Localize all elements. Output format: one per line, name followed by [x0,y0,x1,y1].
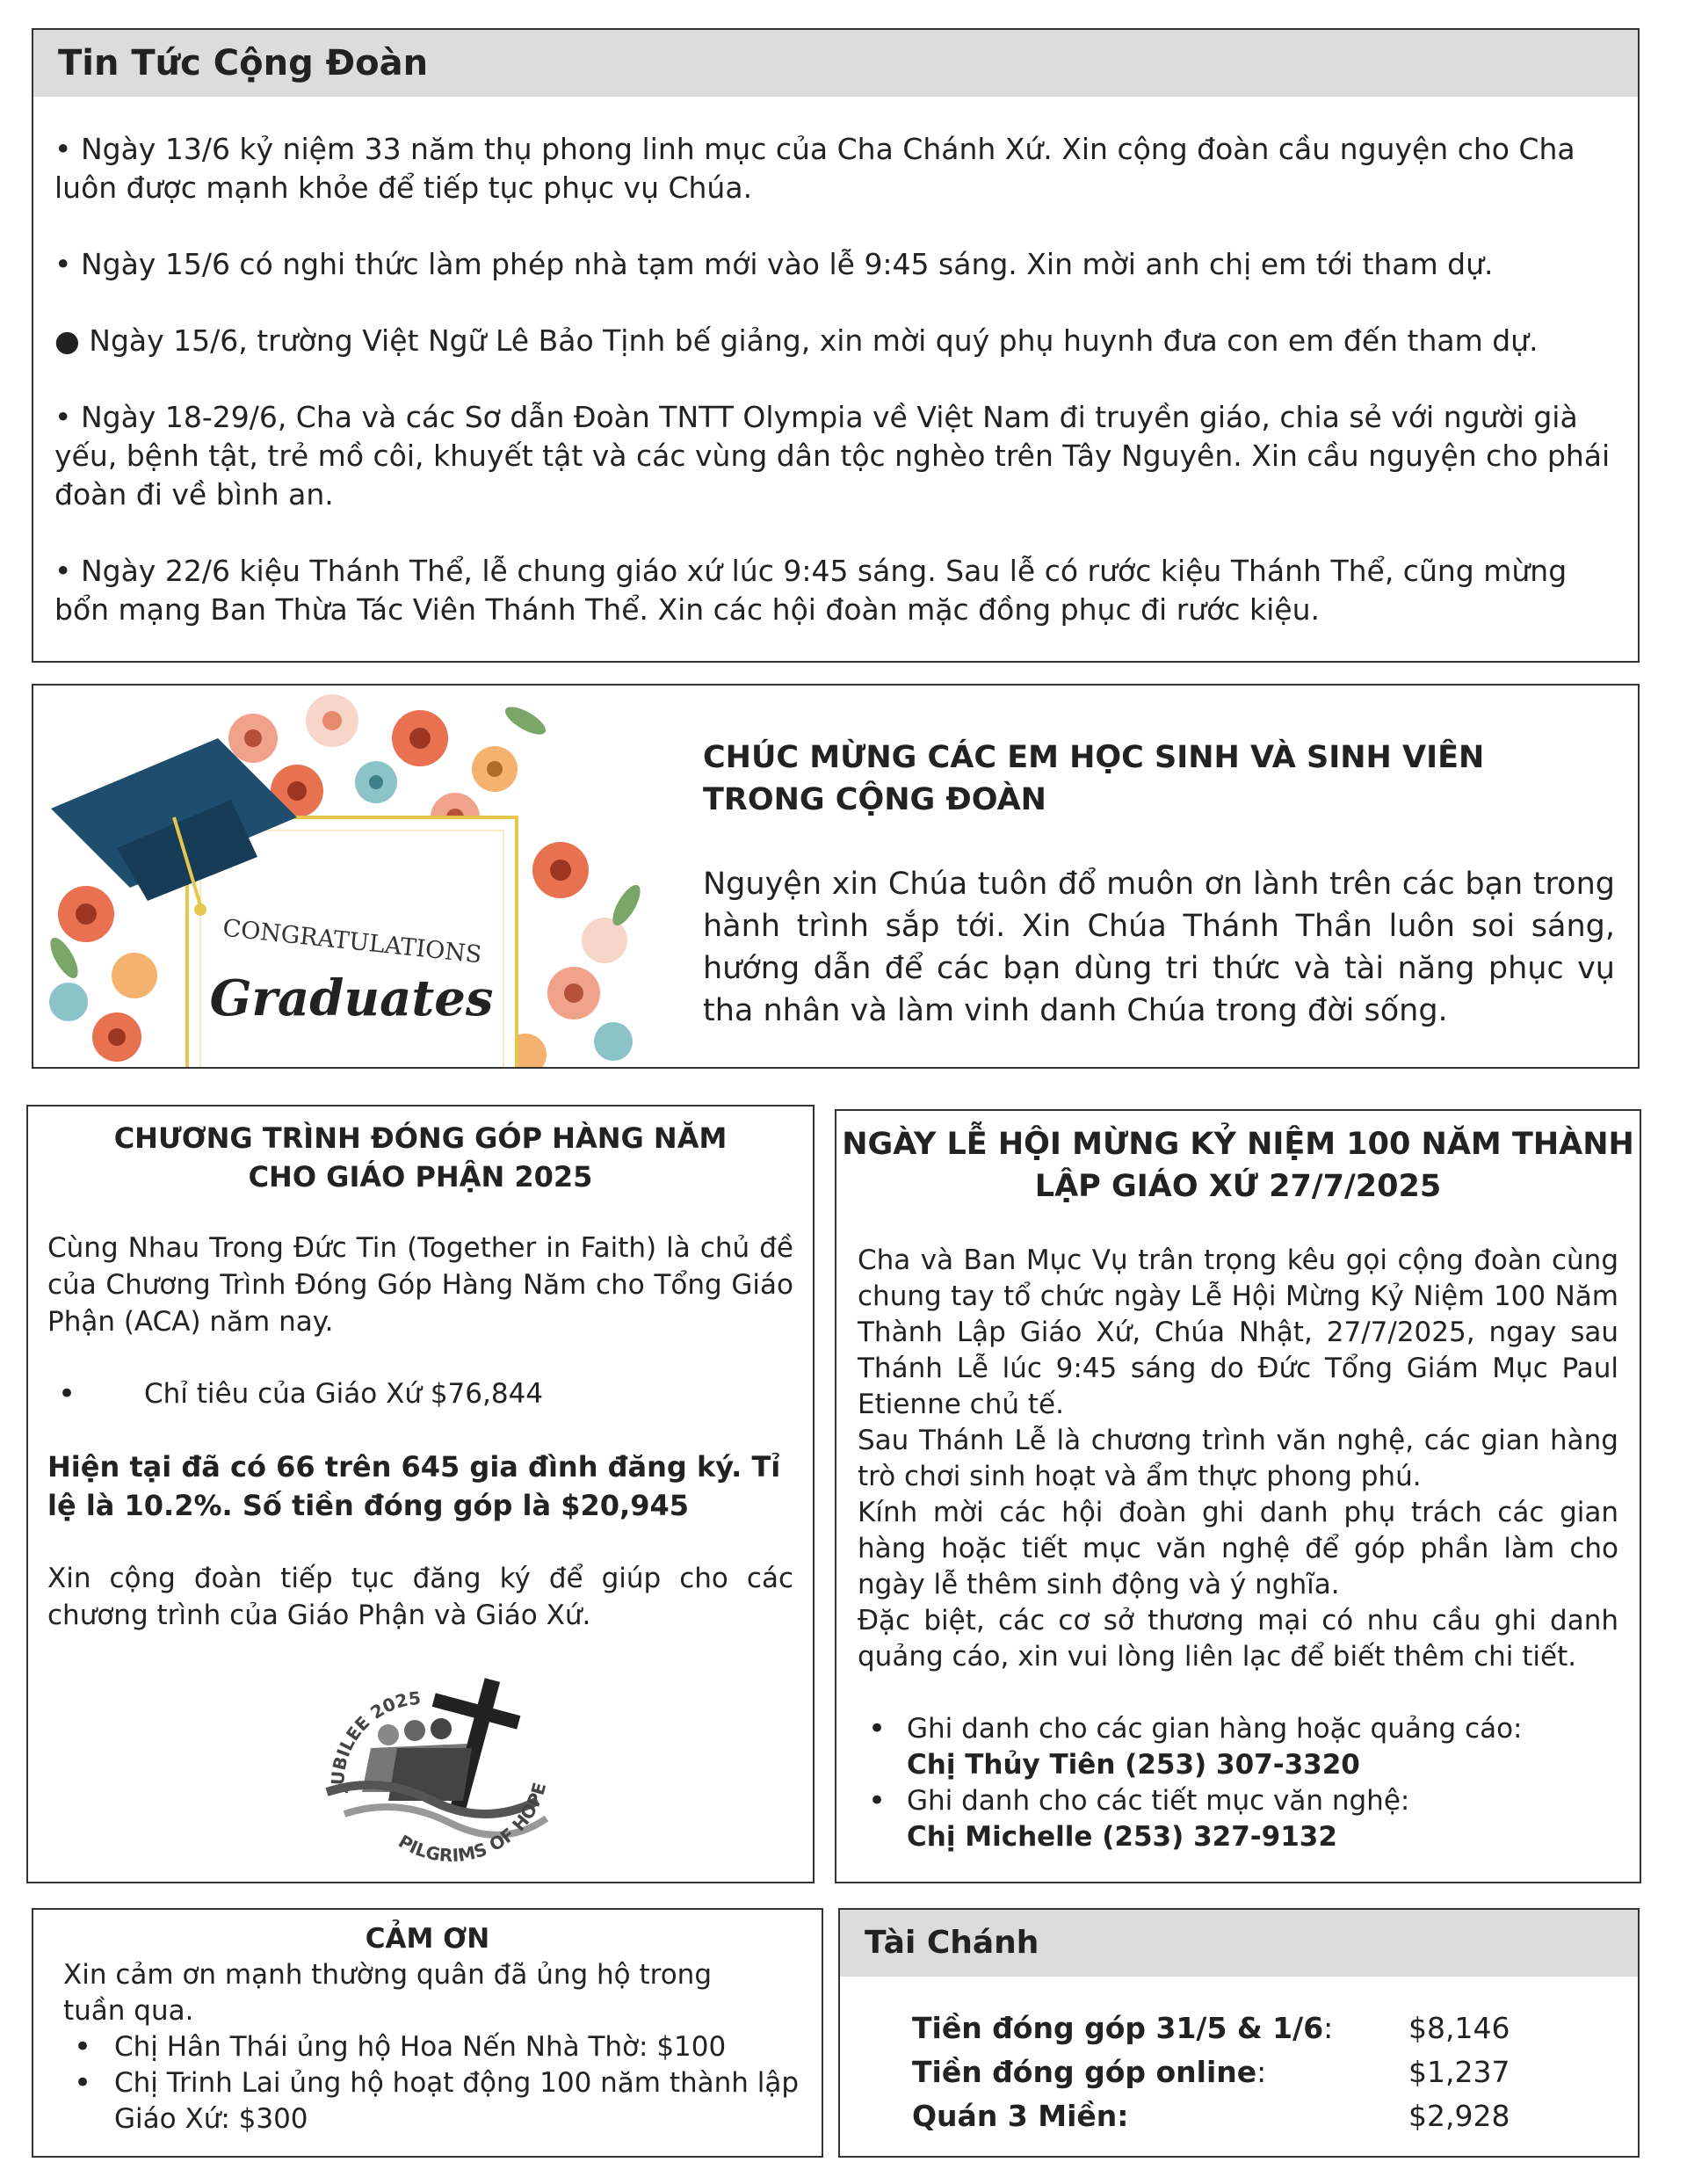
finance-label-cell [912,2006,1408,2050]
graduates-body: Nguyện xin Chúa tuôn đổ muôn ơn lành trên các bạn trong hành trình sắp tới. Xin Chúa Thánh Thần luôn soi sáng, hướng dẫn để các bạn dùng tri thức và tài năng phục vụ tha nhân và làm vinh danh Chúa trong đời sống. [703,867,1615,1028]
news-item: • Ngày 15/6 có nghi thức làm phép nhà tạm mới vào lễ 9:45 sáng. Xin mời anh chị em tới tham dự. [54,247,1494,281]
anniversary-content [836,1243,1640,1855]
aca-title [28,1119,813,1196]
aca-content [28,1230,813,1634]
contact-label: • Ghi danh cho các gian hàng hoặc quảng cáo: [907,1713,1523,1745]
finance-value: $8,146 [1408,2011,1510,2045]
anniversary-contacts [858,1711,1618,1855]
aca-section [26,1105,815,1883]
news-list [33,97,1638,629]
card-line1: CONGRATULATIONS [221,914,483,969]
graduates-heading-line2: TRONG CỘNG ĐOÀN [703,782,1046,817]
contact-item [858,1783,1618,1855]
contact-label: • Ghi danh cho các tiết mục văn nghệ: [907,1785,1410,1817]
finance-label: Tiền đóng góp 31/5 & 1/6 [912,2011,1324,2045]
finance-label: Tiền đóng góp online [912,2055,1257,2089]
card-line2: Graduates [209,969,494,1027]
aca-target: • Chỉ tiêu của Giáo Xứ $76,844 [47,1375,793,1412]
anniversary-p1: Cha và Ban Mục Vụ trân trọng kêu gọi cộng đoàn cùng chung tay tổ chức ngày Lễ Hội Mừng Kỷ Niệm 100 Năm Thành Lập Giáo Xứ, Chúa Nhật, 27/7/2025, ngay sau Thánh Lễ lúc 9:45 sáng do Đức Tổng Giám Mục Paul Etienne chủ tế. [858,1244,1618,1420]
finance-suffix: : [1256,2055,1267,2089]
aca-title-line1: CHƯƠNG TRÌNH ĐÓNG GÓP HÀNG NĂM [113,1121,728,1155]
anniversary-title-line2: LẬP GIÁO XỨ 27/7/2025 [1034,1169,1442,1204]
anniversary-p2: Sau Thánh Lễ là chương trình văn nghệ, các gian hàng trò chơi sinh hoạt và ẩm thực phong phú. [858,1425,1618,1492]
aca-status: Hiện tại đã có 66 trên 645 gia đình đăng ký. Tỉ lệ là 10.2%. Số tiền đóng góp là $20,945 [47,1450,781,1522]
news-item: • Ngày 22/6 kiệu Thánh Thể, lễ chung giáo xứ lúc 9:45 sáng. Sau lễ có rước kiệu Thánh Thể, cũng mừng bổn mạng Ban Thừa Tác Viên Thánh Thể. Xin các hội đoàn mặc đồng phục đi rước kiệu. [54,554,1568,627]
news-title: Tin Tức Cộng Đoàn [33,30,1638,97]
graduation-flowers-image [33,686,648,1069]
logo-bottom-text: PILGRIMS OF HOPE [395,1780,551,1862]
aca-bullets [47,1375,793,1412]
contact-person: Chị Michelle (253) 327-9132 [907,1821,1337,1853]
anniversary-p3: Kính mời các hội đoàn ghi danh phụ trách các gian hàng hoặc tiết mục văn nghệ để góp phần làm cho ngày lễ thêm sinh động và ý nghĩa. [858,1497,1618,1600]
finance-table [912,2006,1510,2138]
news-item: ● Ngày 15/6, trường Việt Ngữ Lê Bảo Tịnh bế giảng, xin mời quý phụ huynh đưa con em đến tham dự. [54,323,1539,358]
jubilee-logo [292,1660,582,1862]
finance-title: Tài Chánh [840,1910,1638,1977]
thanks-intro: Xin cảm ơn mạnh thường quân đã ủng hộ trong tuần qua. [63,1959,713,2027]
thanks-title: CẢM ƠN [365,1923,490,1955]
aca-closing: Xin cộng đoàn tiếp tục đăng ký để giúp cho các chương trình của Giáo Phận và Giáo Xứ. [47,1563,793,1631]
finance-suffix: : [1323,2011,1334,2045]
finance-row [912,2094,1510,2138]
thanks-item: • Chị Hân Thái ủng hộ Hoa Nến Nhà Thờ: $100 [63,2029,804,2065]
finance-value: $1,237 [1408,2055,1510,2089]
news-section [32,28,1640,663]
finance-row [912,2006,1510,2050]
aca-title-line2: CHO GIÁO PHẬN 2025 [248,1160,593,1194]
thanks-content [33,1957,822,2137]
anniversary-section [835,1109,1641,1883]
thanks-section [32,1908,823,2158]
finance-label: Quán 3 Miền: [912,2099,1129,2133]
finance-label-cell [912,2050,1408,2094]
contact-item [858,1711,1618,1783]
news-item: • Ngày 18-29/6, Cha và các Sơ dẫn Đoàn TNTT Olympia về Việt Nam đi truyền giáo, chia sẻ với người già yếu, bệnh tật, trẻ mồ côi, khuyết tật và các vùng dân tộc nghèo trên Tây Nguyên. Xin cầu nguyện cho phái đoàn đi về bình an. [54,400,1611,512]
contact-person: Chị Thủy Tiên (253) 307-3320 [907,1749,1360,1781]
thanks-item: • Chị Trinh Lai ủng hộ hoạt động 100 năm thành lập Giáo Xứ: $300 [63,2065,804,2137]
finance-label-cell [912,2094,1408,2138]
finance-row [912,2050,1510,2094]
logo-top-text: JUBILEE 2025 [327,1687,423,1794]
aca-intro: Cùng Nhau Trong Đức Tin (Together in Faith) là chủ đề của Chương Trình Đóng Góp Hàng Năm cho Tổng Giáo Phận (ACA) năm nay. [47,1232,793,1338]
anniversary-p4: Đặc biệt, các cơ sở thương mại có nhu cầu ghi danh quảng cáo, xin vui lòng liên lạc để biết thêm chi tiết. [858,1605,1618,1672]
graduates-heading-line1: CHÚC MỪNG CÁC EM HỌC SINH VÀ SINH VIÊN [703,740,1485,775]
finance-section [838,1908,1640,2158]
graduates-section [32,684,1640,1069]
anniversary-title [836,1123,1640,1208]
graduates-heading [703,736,1617,821]
thanks-list [63,2029,804,2137]
anniversary-title-line1: NGÀY LỄ HỘI MỪNG KỶ NIỆM 100 NĂM THÀNH [842,1127,1634,1162]
news-item: • Ngày 13/6 kỷ niệm 33 năm thụ phong linh mục của Cha Chánh Xứ. Xin cộng đoàn cầu nguyện cho Cha luôn được mạnh khỏe để tiếp tục phục vụ Chúa. [54,132,1575,205]
finance-value: $2,928 [1408,2099,1510,2133]
